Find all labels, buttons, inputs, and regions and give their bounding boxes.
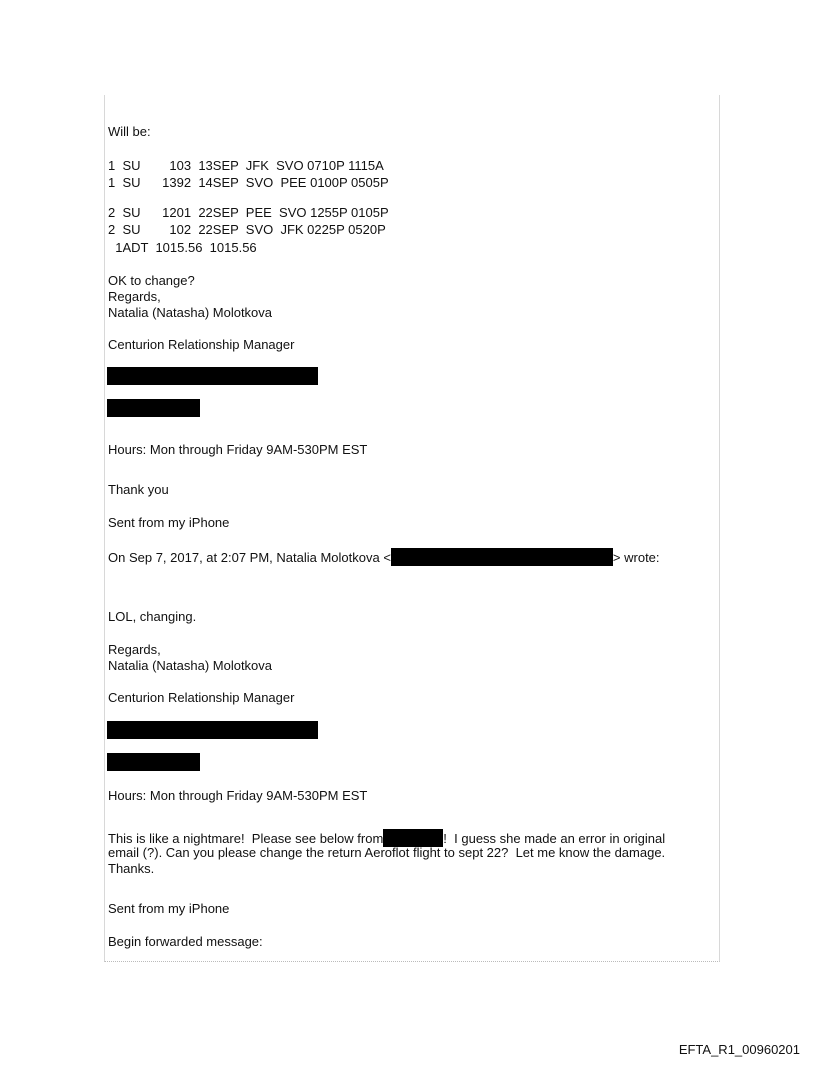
sent-from-text: Sent from my iPhone — [108, 901, 230, 916]
redaction-block — [107, 753, 200, 771]
document-id: EFTA_R1_00960201 — [678, 1042, 800, 1057]
flight-line: 2 SU 1201 22SEP PEE SVO 1255P 0105P — [108, 205, 389, 220]
fare-line: 1ADT 1015.56 1015.56 — [108, 240, 257, 255]
hours-text: Hours: Mon through Friday 9AM-530PM EST — [108, 442, 368, 457]
flight-line: 2 SU 102 22SEP SVO JFK 0225P 0520P — [108, 222, 386, 237]
thanks-text: Thank you — [108, 482, 169, 497]
body-line: email (?). Can you please change the return Aeroflot flight to sept 22? Let me know the damage. — [108, 845, 666, 860]
flight-line: 1 SU 103 13SEP JFK SVO 0710P 1115A — [108, 158, 384, 173]
body-part: ! I guess she made an error in original — [443, 831, 666, 846]
flight-line: 1 SU 1392 14SEP SVO PEE 0100P 0505P — [108, 175, 389, 190]
signer-name: Natalia (Natasha) Molotkova — [108, 305, 273, 320]
redaction-block — [107, 367, 318, 385]
signer-title: Centurion Relationship Manager — [108, 690, 295, 705]
body-line: Thanks. — [108, 861, 155, 876]
sent-from-text: Sent from my iPhone — [108, 515, 230, 530]
quote-header-end: > wrote: — [612, 550, 660, 565]
quote-header-start: On Sep 7, 2017, at 2:07 PM, Natalia Molotkova < — [108, 550, 391, 565]
signer-name: Natalia (Natasha) Molotkova — [108, 658, 273, 673]
lol-text: LOL, changing. — [108, 609, 197, 624]
hours-text: Hours: Mon through Friday 9AM-530PM EST — [108, 788, 368, 803]
redaction-block — [107, 399, 200, 417]
signer-title: Centurion Relationship Manager — [108, 337, 295, 352]
redaction-block — [391, 548, 613, 566]
forwarded-text: Begin forwarded message: — [108, 934, 263, 949]
body-part: This is like a nightmare! Please see below from — [108, 831, 384, 846]
intro-text: Will be: — [108, 124, 151, 139]
regards-text: Regards, — [108, 642, 161, 657]
regards-text: Regards, — [108, 289, 161, 304]
quote-header — [108, 548, 660, 566]
question-text: OK to change? — [108, 273, 195, 288]
redaction-block — [107, 721, 318, 739]
